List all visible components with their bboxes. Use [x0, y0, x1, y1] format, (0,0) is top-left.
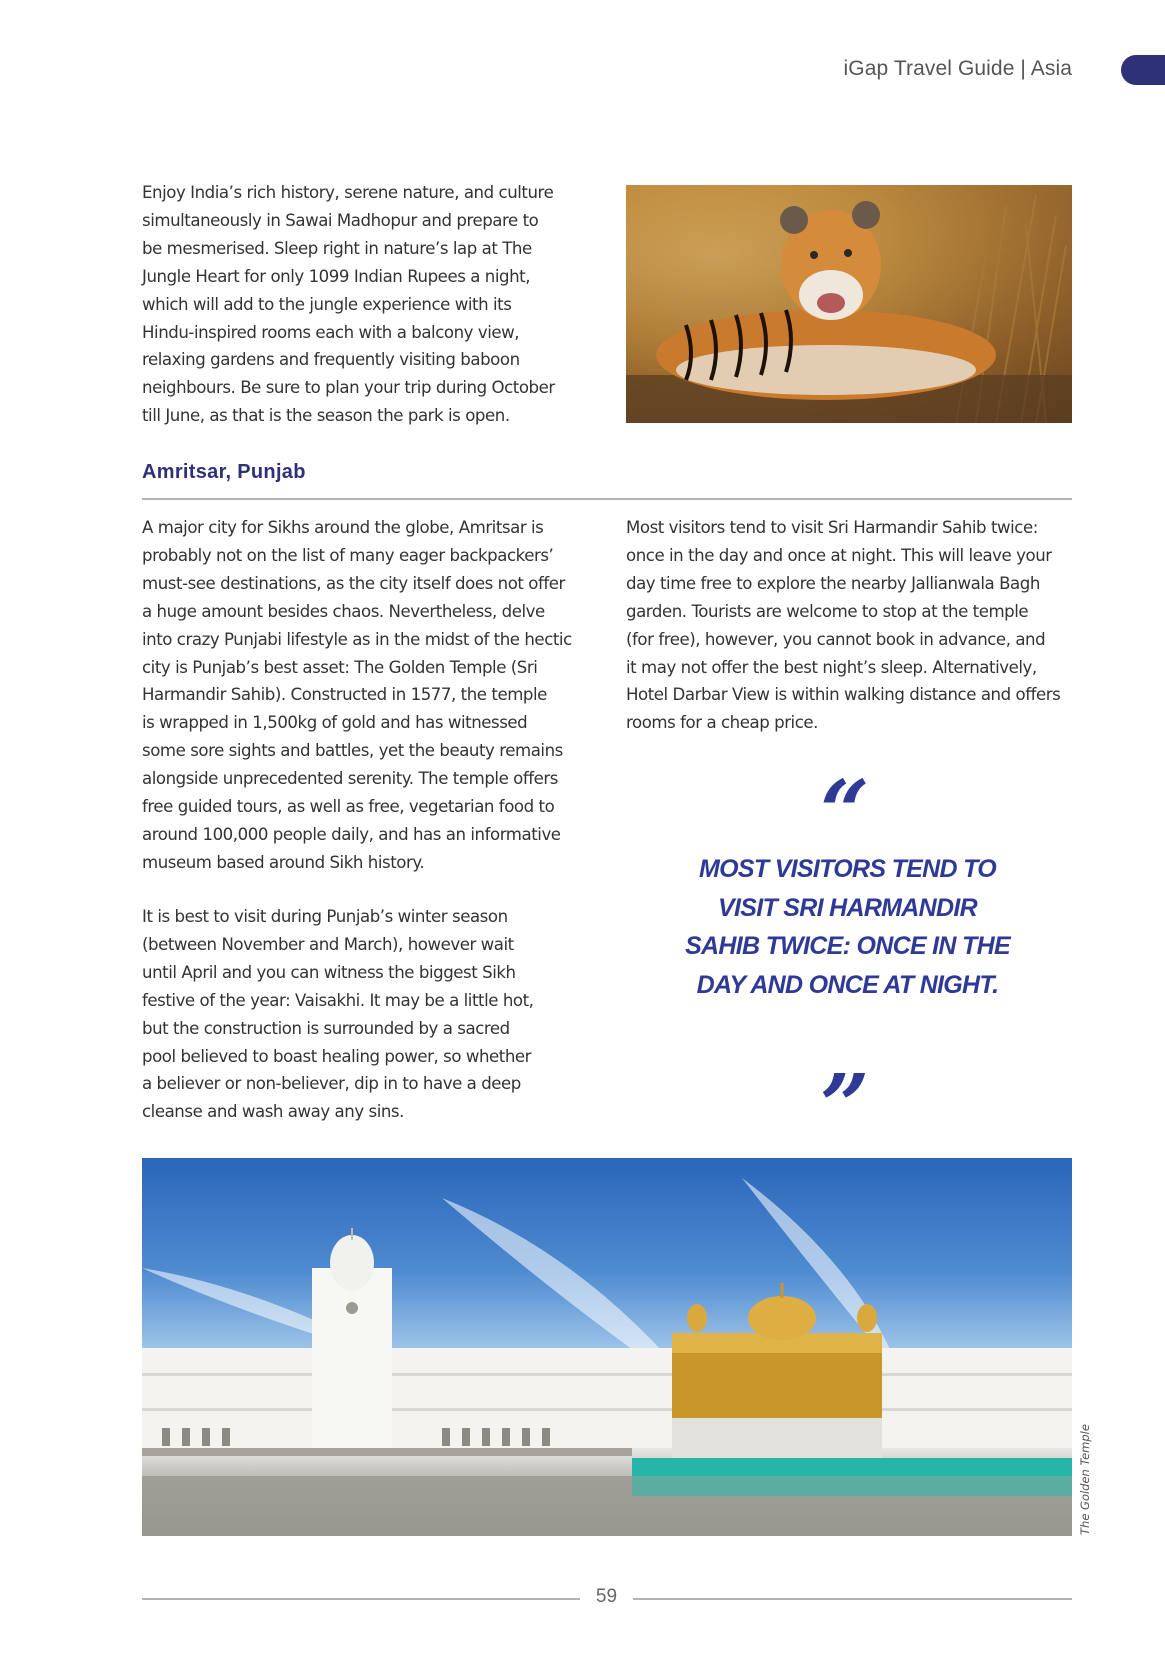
left-column-paragraph-1: A major city for Sikhs around the globe, Amritsar is probably not on the list of many eager backpackers’ must-see destinations, as the city itself does not offer a huge amount besides chaos. Nevertheless, delve into crazy Punjabi lifestyle as in the midst of the hectic city is Punjab’s best asset: The Golden Temple (Sri Harmandir Sahib). Constructed in 1577, the temple is wrapped in 1,500kg of gold and has witnessed some sore sights and battles, yet the beauty remains alongside unprecedented serenity. The temple offers free guided tours, as well as free, vegetarian food to around 100,000 people daily, and has an informative museum based around Sikh history.: [142, 518, 572, 872]
pull-quote: MOST VISITORS TEND TO VISIT SRI HARMANDIR SAHIB TWICE: ONCE IN THE DAY AND ONCE AT NIGHT.: [685, 855, 1010, 999]
tiger-photo: [626, 185, 1072, 423]
tiger-illustration: [626, 185, 1072, 423]
section-divider: [142, 498, 1072, 500]
close-quote-icon: ”: [820, 1056, 870, 1157]
header-tab-decoration: [1121, 55, 1165, 85]
golden-temple-photo: [142, 1158, 1072, 1536]
intro-paragraph: Enjoy India’s rich history, serene nature, and culture simultaneously in Sawai Madhopur and prepare to be mesmerised. Sleep right in nature’s lap at The Jungle Heart for only 1099 Indian Rupees a night, which will add to the jungle experience with its Hindu-inspired rooms each with a balcony view, relaxing gardens and frequently visiting baboon neighbours. Be sure to plan your trip during October till June, as that is the season the park is open.: [142, 183, 555, 426]
open-quote-icon: “: [820, 762, 870, 863]
footer-rule-left: [142, 1598, 580, 1600]
page-number: 59: [595, 1586, 618, 1607]
section-heading: Amritsar, Punjab: [142, 461, 306, 483]
photo-caption: The Golden Temple: [1078, 1424, 1092, 1535]
golden-temple-illustration: [142, 1158, 1072, 1536]
running-header: iGap Travel Guide | Asia: [843, 57, 1072, 80]
left-column-paragraph-2: It is best to visit during Punjab’s winter season (between November and March), however wait until April and you can witness the biggest Sikh festive of the year: Vaisakhi. It may be a little hot, but the construction is surrounded by a sacred pool believed to boast healing power, so whether a believer or non-believer, dip in to have a deep cleanse and wash away any sins.: [142, 907, 534, 1122]
footer-rule-right: [633, 1598, 1072, 1600]
right-column-paragraph: Most visitors tend to visit Sri Harmandir Sahib twice: once in the day and once at night. This will leave your day time free to explore the nearby Jallianwala Bagh garden. Tourists are welcome to stop at the temple (for free), however, you cannot book in advance, and it may not offer the best night’s sleep. Alternatively, Hotel Darbar View is within walking distance and offers rooms for a cheap price.: [626, 518, 1061, 733]
